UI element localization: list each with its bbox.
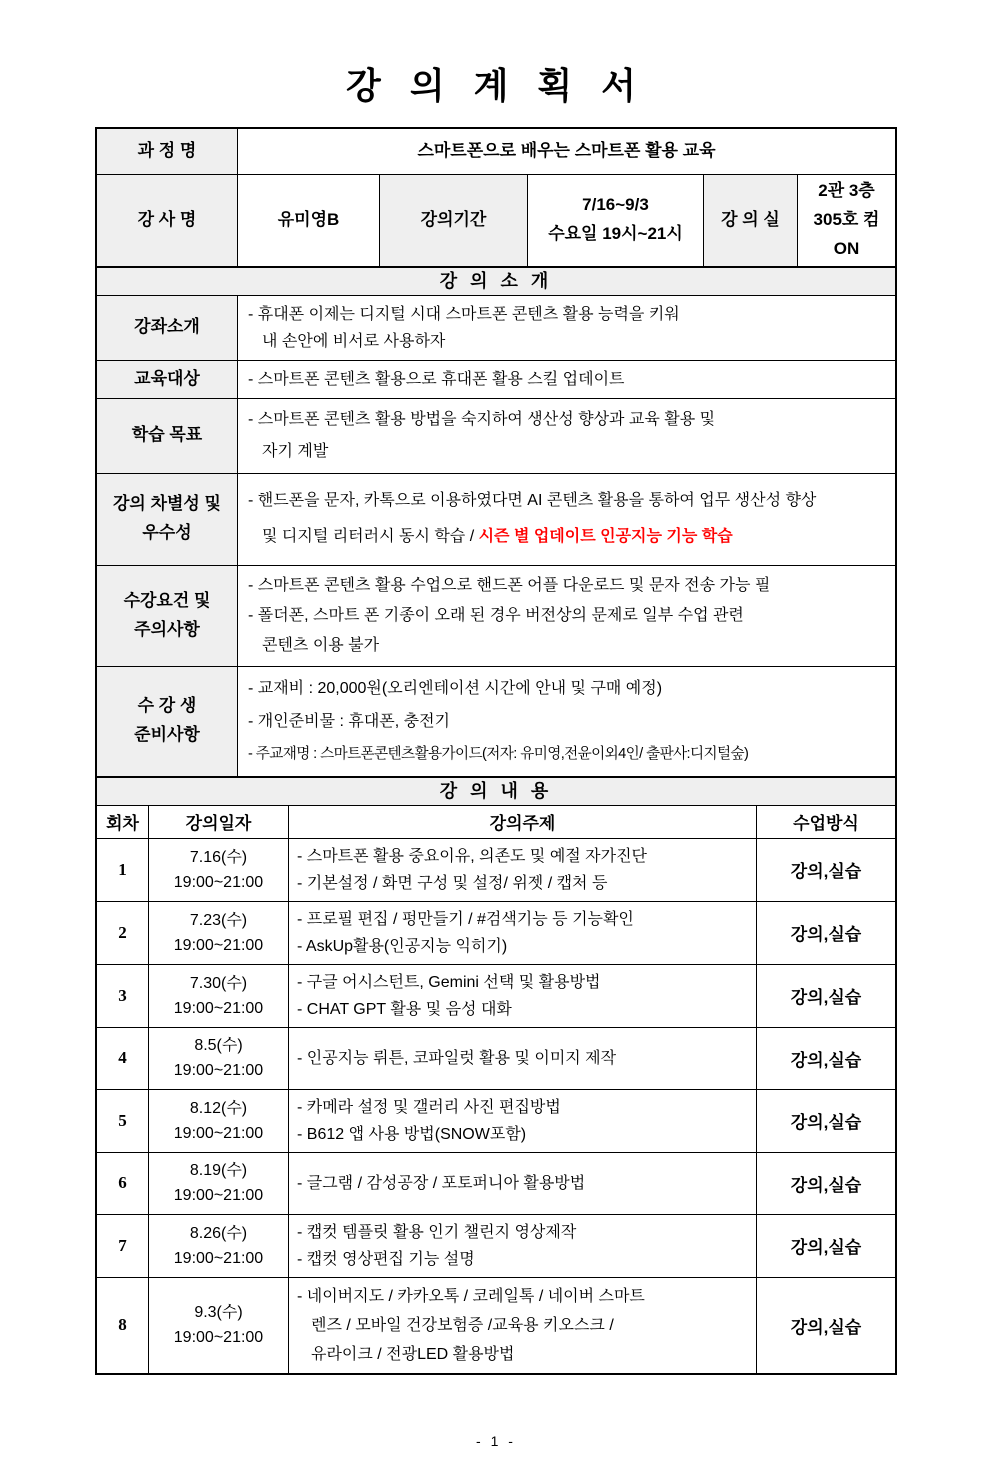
difference-label-line2: 우수성 [142, 523, 192, 543]
session-date-day: 8.5(수) [194, 1037, 243, 1055]
schedule-row-6 [97, 1152, 895, 1214]
topic-line: - AskUp활용(인공지능 익히기) [297, 937, 508, 955]
session-topics [288, 1028, 756, 1089]
period-value-cell [527, 175, 703, 266]
session-date [148, 1278, 288, 1373]
requirements-label-line2: 주의사항 [134, 619, 200, 639]
session-number: 6 [118, 1173, 127, 1193]
session-number: 2 [118, 922, 127, 942]
session-topics [288, 1278, 756, 1373]
session-method: 강의,실습 [756, 1090, 895, 1152]
course-name-row [97, 129, 895, 174]
difference-content [237, 474, 895, 565]
period-label-cell: 강의기간 [379, 175, 527, 266]
requirements-line1: - 스마트폰 콘텐츠 활용 수업으로 핸드폰 어플 다운로드 및 문자 전송 가능 필 [248, 576, 771, 594]
room-value-cell [797, 175, 895, 266]
course-label-cell: 과 정 명 [97, 129, 237, 174]
goal-line1: - 스마트폰 콘텐츠 활용 방법을 숙지하여 생산성 향상과 교육 활용 및 [248, 410, 716, 428]
session-method: 강의,실습 [756, 1153, 895, 1214]
session-number: 7 [118, 1235, 127, 1255]
topic-line: - B612 앱 사용 방법(SNOW포함) [297, 1125, 527, 1143]
topic-line: - 인공지능 뤼튼, 코파일럿 활용 및 이미지 제작 [297, 1049, 617, 1067]
room-building: 2관 3층 [818, 181, 875, 200]
session-date-time: 19:00~21:00 [173, 1124, 264, 1142]
target-line1: - 스마트폰 콘텐츠 활용으로 휴대폰 활용 스킬 업데이트 [248, 370, 625, 388]
session-method: 강의,실습 [756, 965, 895, 1027]
preparation-row [97, 666, 895, 776]
session-method: 강의,실습 [756, 1215, 895, 1277]
session-topics [288, 1090, 756, 1152]
preparation-line3: - 주교재명 : 스마트폰콘텐츠활용가이드(저자: 유미영,전윤이외4인/ 출판사:디지털숲) [248, 745, 749, 762]
session-date-day: 9.3(수) [194, 1304, 243, 1322]
session-number: 8 [118, 1315, 127, 1335]
session-date-day: 7.23(수) [189, 911, 248, 929]
session-date [148, 1090, 288, 1152]
difference-line2-text: 및 디지털 리터러시 동시 학습 / [262, 528, 479, 546]
session-topics [288, 1153, 756, 1214]
session-method: 강의,실습 [756, 902, 895, 964]
schedule-row-5 [97, 1089, 895, 1152]
difference-line1: - 핸드폰을 문자, 카톡으로 이용하였다면 AI 콘텐츠 활용을 통하여 업무 생산성 향상 [248, 492, 817, 510]
preparation-line2: - 개인준비물 : 휴대폰, 충전기 [248, 712, 451, 730]
goal-line2: 자기 계발 [262, 442, 329, 460]
topic-line: - 글그램 / 감성공장 / 포토퍼니아 활용방법 [297, 1174, 586, 1192]
session-topics [288, 965, 756, 1027]
preparation-line1: - 교재비 : 20,000원(오리엔테이션 시간에 안내 및 구매 예정) [248, 679, 663, 697]
requirements-label [97, 566, 237, 666]
requirements-line3: 콘텐츠 이용 불가 [262, 636, 380, 654]
topic-line: - 캡컷 템플릿 활용 인기 챌린지 영상제작 [297, 1223, 577, 1241]
topic-line: - 기본설정 / 화면 구성 및 설정/ 위젯 / 캡처 등 [297, 874, 608, 892]
session-method: 강의,실습 [756, 1278, 895, 1373]
topic-line: 유라이크 / 전광LED 활용방법 [311, 1345, 515, 1363]
topic-line: - 구글 어시스턴트, Gemini 선택 및 활용방법 [297, 973, 601, 991]
goal-label: 학습 목표 [97, 399, 237, 473]
preparation-label [97, 667, 237, 776]
session-method: 강의,실습 [756, 839, 895, 901]
difference-label-line1: 강의 차별성 및 [113, 494, 221, 514]
col-header-method: 수업방식 [756, 806, 895, 838]
session-date [148, 839, 288, 901]
preparation-content [237, 667, 895, 776]
goal-row [97, 398, 895, 473]
page [0, 58, 992, 1461]
session-date-time: 19:00~21:00 [173, 999, 264, 1017]
schedule-row-4 [97, 1027, 895, 1089]
difference-line2 [248, 519, 885, 555]
instructor-info-row [97, 174, 895, 266]
session-date-day: 7.16(수) [189, 848, 248, 866]
period-time: 수요일 19시~21시 [548, 224, 683, 244]
instructor-name-cell: 유미영B [237, 175, 379, 266]
session-number: 5 [118, 1110, 127, 1130]
course-name-cell: 스마트폰으로 배우는 스마트폰 활용 교육 [237, 129, 895, 174]
lecture-plan-table [95, 127, 897, 1375]
schedule-row-1 [97, 838, 895, 901]
session-date [148, 902, 288, 964]
period-dates: 7/16~9/3 [582, 195, 649, 215]
requirements-content [237, 566, 895, 666]
session-date-day: 8.19(수) [189, 1162, 248, 1180]
session-number: 4 [118, 1048, 127, 1068]
document-title: 강 의 계 획 서 [346, 66, 646, 106]
topic-line: - CHAT GPT 활용 및 음성 대화 [297, 1000, 512, 1018]
session-date-day: 8.26(수) [189, 1224, 248, 1242]
session-date-day: 8.12(수) [189, 1099, 248, 1117]
topic-line: - 캡컷 영상편집 기능 설명 [297, 1250, 475, 1268]
session-date-time: 19:00~21:00 [173, 1249, 264, 1267]
topic-line: - 네이버지도 / 카카오톡 / 코레일톡 / 네이버 스마트 [297, 1287, 645, 1305]
session-date-time: 19:00~21:00 [173, 1187, 264, 1205]
course-intro-line1: - 휴대폰 이제는 디지털 시대 스마트폰 콘텐츠 활용 능력을 키워 [248, 305, 680, 323]
instructor-label-cell: 강 사 명 [97, 175, 237, 266]
target-row [97, 360, 895, 398]
session-topics [288, 902, 756, 964]
session-number: 1 [118, 859, 127, 879]
schedule-section-header: 강 의 내 용 [97, 776, 895, 805]
topic-line: 렌즈 / 모바일 건강보험증 /교육용 키오스크 / [311, 1316, 614, 1334]
topic-line: - 프로필 편집 / 펑만들기 / #검색기능 등 기능확인 [297, 910, 634, 928]
course-intro-label: 강좌소개 [97, 296, 237, 360]
session-topics [288, 1215, 756, 1277]
intro-section-header: 강 의 소 개 [97, 266, 895, 295]
topic-line: - 스마트폰 활용 중요이유, 의존도 및 예절 자가진단 [297, 847, 648, 865]
session-date [148, 1215, 288, 1277]
topic-line: - 카메라 설정 및 갤러리 사진 편집방법 [297, 1098, 561, 1116]
schedule-row-3 [97, 964, 895, 1027]
session-date [148, 965, 288, 1027]
preparation-label-line2: 준비사항 [134, 725, 200, 745]
session-date [148, 1153, 288, 1214]
schedule-header-row [97, 805, 895, 838]
session-date-time: 19:00~21:00 [173, 936, 264, 954]
course-intro-content [237, 296, 895, 360]
col-header-date: 강의일자 [148, 806, 288, 838]
difference-row [97, 473, 895, 565]
session-method: 강의,실습 [756, 1028, 895, 1089]
requirements-label-line1: 수강요건 및 [123, 590, 211, 610]
col-header-no: 회차 [106, 814, 139, 834]
difference-label [97, 474, 237, 565]
goal-content [237, 399, 895, 473]
session-date-time: 19:00~21:00 [173, 1329, 264, 1347]
session-date-time: 19:00~21:00 [173, 1062, 264, 1080]
session-date-day: 7.30(수) [189, 974, 248, 992]
course-intro-row [97, 295, 895, 360]
room-label-cell: 강 의 실 [703, 175, 797, 266]
course-intro-line2: 내 손안에 비서로 사용하자 [262, 332, 446, 350]
session-number: 3 [118, 985, 127, 1005]
target-label: 교육대상 [97, 361, 237, 398]
requirements-line2: - 폴더폰, 스마트 폰 기종이 오래 된 경우 버전상의 문제로 일부 수업 관련 [248, 606, 744, 624]
col-header-topic: 강의주제 [288, 806, 756, 838]
session-date-time: 19:00~21:00 [173, 873, 264, 891]
session-topics [288, 839, 756, 901]
requirements-row [97, 565, 895, 666]
difference-highlight-text: 시즌 별 업데이트 인공지능 기능 학습 [478, 528, 733, 546]
schedule-row-2 [97, 901, 895, 964]
schedule-row-7 [97, 1214, 895, 1277]
schedule-row-8 [97, 1277, 895, 1373]
page-number: - 1 - [476, 1433, 516, 1449]
room-number: 305호 컴ON [813, 209, 880, 258]
session-date [148, 1028, 288, 1089]
target-content [237, 361, 895, 398]
preparation-label-line1: 수 강 생 [137, 696, 197, 716]
